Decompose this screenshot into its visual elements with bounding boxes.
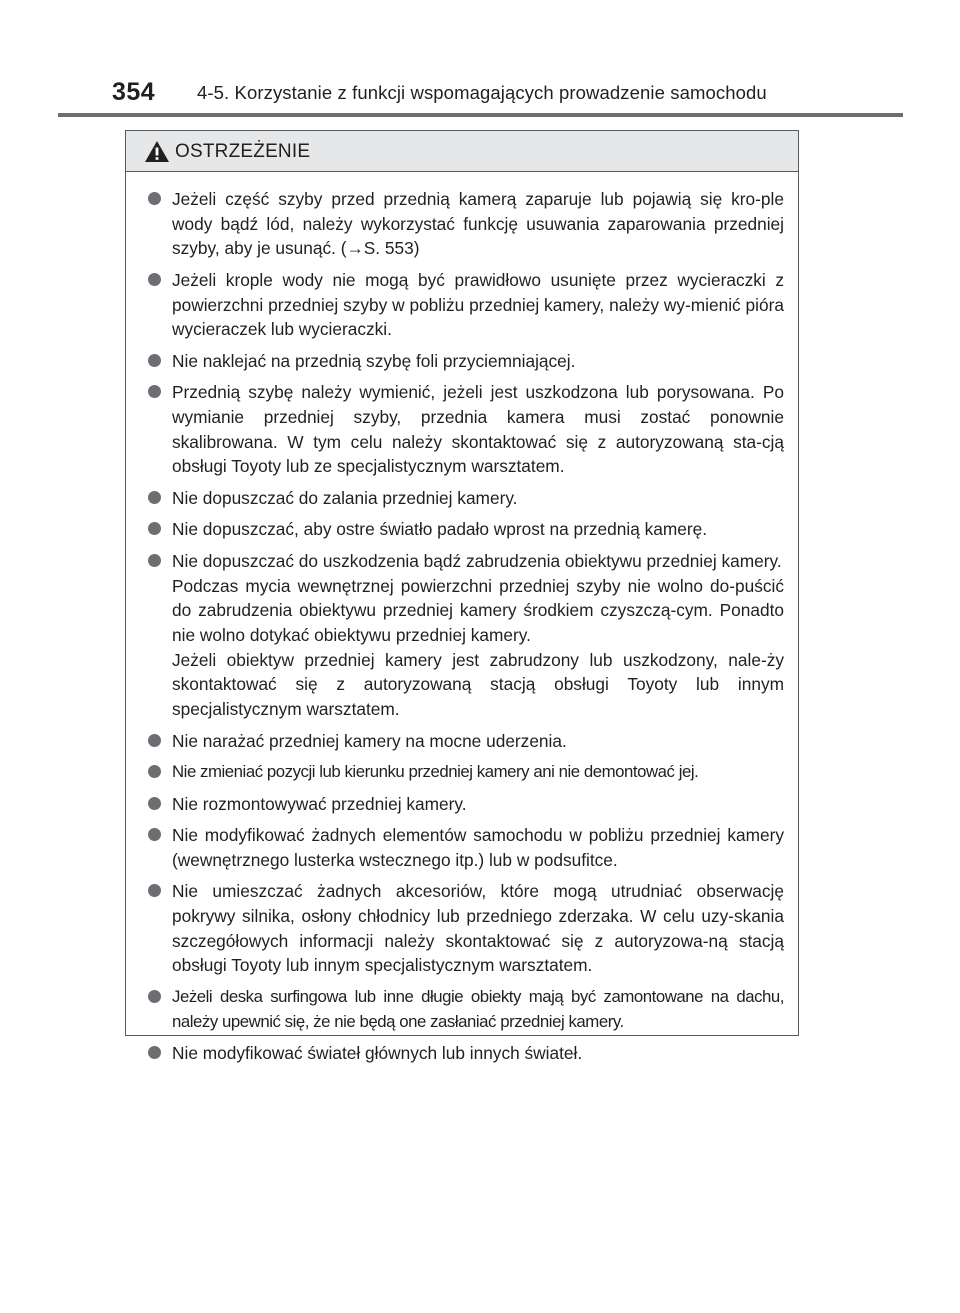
warning-item-text: Nie umieszczać żadnych akcesoriów, które mogą utrudniać obserwację pokrywy silnika, osłony chłodnicy lub przedniego zderzaka. W celu uzy-skania szczegółowych informacji należy skontaktować się z autoryzowa-ną stacją obsługi Toyoty lub innym specjalistycznym warsztatem. (172, 881, 784, 976)
warning-item-text: Nie narażać przedniej kamery na mocne uderzenia. (172, 730, 567, 751)
bullet-icon (148, 354, 161, 367)
bullet-icon (148, 765, 161, 778)
bullet-icon (148, 385, 161, 398)
bullet-icon (148, 828, 161, 841)
warning-item-text: Nie zmieniać pozycji lub kierunku przedniej kamery ani nie demontować jej. (172, 762, 699, 782)
page-number: 354 (112, 78, 156, 106)
warning-item (148, 549, 784, 722)
warning-item-text: Nie dopuszczać, aby ostre światło padało wprost na przednią kamerę. (172, 519, 708, 540)
warning-item (148, 268, 784, 342)
warning-item-text: Nie modyfikować żadnych elementów samochodu w pobliżu przedniej kamery (wewnętrznego lusterka wstecznego itp.) lub w podsufitce. (172, 825, 784, 870)
bullet-icon (148, 1046, 161, 1059)
warning-title: OSTRZEŻENIE (175, 141, 311, 162)
bullet-icon (148, 522, 161, 535)
bullet-icon (148, 554, 161, 567)
warning-item (148, 349, 784, 374)
warning-item (148, 187, 784, 261)
bullet-icon (148, 990, 161, 1003)
warning-item (148, 823, 784, 872)
warning-item-text: Jeżeli deska surfingowa lub inne długie obiekty mają być zamontowane na dachu, należy upewnić się, że nie będą one zasłaniać przedniej kamery. (172, 986, 784, 1031)
warning-item-text: Jeżeli krople wody nie mogą być prawidłowo usunięte przez wycieraczki z powierzchni przedniej szyby w pobliżu przedniej kamery, należy wy-mienić pióra wycieraczek lub wycieraczki. (172, 269, 784, 340)
bullet-icon (148, 797, 161, 810)
warning-item (148, 1041, 784, 1066)
warning-item-text: Podczas mycia wewnętrznej powierzchni przedniej szyby nie wolno do-puścić do zabrudzenia obiektywu przedniej kamery środkiem czyszczą-cym. Ponadto nie wolno dotykać obiektywu przedniej kamery. (172, 575, 784, 646)
bullet-icon (148, 491, 161, 504)
warning-item-text: Jeżeli obiektyw przedniej kamery jest zabrudzony lub uszkodzony, nale-ży skontaktować się z autoryzowaną stacją obsługi Toyoty lub innym specjalistycznym warsztatem. (172, 649, 784, 720)
warning-box (125, 130, 799, 1064)
warning-item-text: Nie modyfikować świateł głównych lub innych świateł. (172, 1043, 583, 1064)
bullet-icon (148, 192, 161, 205)
warning-item (148, 517, 784, 542)
warning-item (148, 792, 784, 817)
bullet-icon (148, 273, 161, 286)
page-header (0, 0, 960, 120)
warning-item-text: Nie rozmontowywać przedniej kamery. (172, 793, 467, 814)
warning-item-text: Jeżeli część szyby przed przednią kamerą zaparuje lub pojawią się kro-ple wody bądź lód, należy wykorzystać funkcję usuwania zaparowania przedniej szyby, aby je usunąć. (→S. 553) (172, 189, 784, 259)
bullet-icon (148, 884, 161, 897)
section-title: 4-5. Korzystanie z funkcji wspomagających prowadzenie samochodu (197, 82, 767, 103)
warning-item (148, 760, 784, 785)
warning-list (126, 172, 798, 1066)
warning-item-text: Nie naklejać na przednią szybę foli przyciemniającej. (172, 350, 576, 371)
warning-item-text: Przednią szybę należy wymienić, jeżeli jest uszkodzona lub porysowana. Po wymianie przedniej szyby, przednia kamera musi zostać ponownie skalibrowana. W tym celu należy skontaktować się z autoryzowaną sta-cją obsługi Toyoty lub ze specjalistycznym warsztatem. (172, 382, 784, 477)
warning-item (148, 879, 784, 978)
header-rule (58, 113, 903, 117)
warning-item (148, 380, 784, 479)
warning-header (126, 131, 798, 172)
warning-item-text: Nie dopuszczać do zalania przedniej kamery. (172, 487, 518, 508)
warning-item (148, 729, 784, 754)
warning-item-text: Nie dopuszczać do uszkodzenia bądź zabrudzenia obiektywu przedniej kamery. (172, 550, 782, 571)
warning-item (148, 985, 784, 1034)
warning-item (148, 486, 784, 511)
warning-triangle-icon (144, 140, 170, 163)
bullet-icon (148, 734, 161, 747)
